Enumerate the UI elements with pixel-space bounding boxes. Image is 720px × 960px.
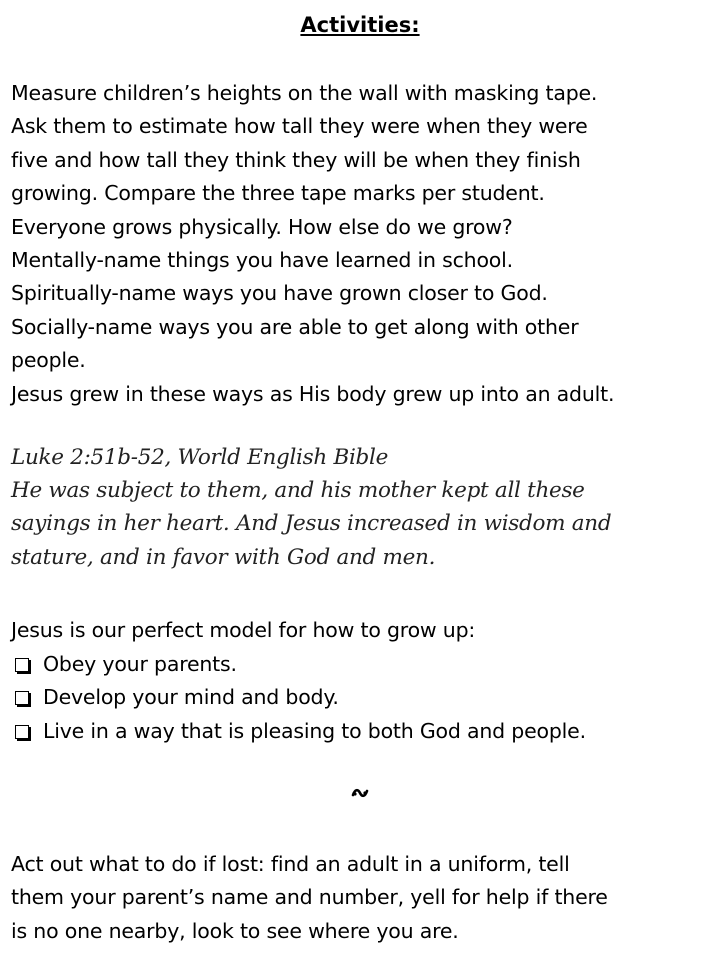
lost-line: Act out what to do if lost: find an adult in a uniform, tell <box>11 852 570 876</box>
scripture-reference: Luke 2:51b-52, World English Bible <box>11 445 388 470</box>
lost-line: them your parent’s name and number, yell for help if there <box>11 885 608 910</box>
activities-line: people. <box>11 348 86 373</box>
model-intro: Jesus is our perfect model for how to grow up: <box>11 618 476 642</box>
activities-line: Jesus grew in these ways as His body grew up into an adult. <box>11 381 615 406</box>
page-title: Activities: <box>300 13 420 37</box>
checklist-item-label: Live in a way that is pleasing to both God and people. <box>43 718 586 743</box>
activities-line: Everyone grows physically. How else do we grow? <box>11 214 513 239</box>
scripture-line: He was subject to them, and his mother kept all these <box>11 478 585 504</box>
checkbox-icon <box>15 691 29 705</box>
activities-line: Spiritually-name ways you have grown closer to God. <box>11 281 548 306</box>
checklist-item <box>11 648 711 681</box>
lost-line: is no one nearby, look to see where you are. <box>11 918 459 943</box>
activities-line: Ask them to estimate how tall they were when they were <box>11 114 588 139</box>
ornament-icon <box>351 786 369 800</box>
activities-line: five and how tall they think they will be when they finish <box>11 147 581 172</box>
checklist <box>11 648 711 748</box>
checklist-item-label: Obey your parents. <box>43 652 237 676</box>
checklist-item <box>11 715 711 748</box>
scripture-line: sayings in her heart. And Jesus increased in wisdom and <box>11 511 612 537</box>
lost-activity-paragraph <box>11 848 711 948</box>
checklist-item-label: Develop your mind and body. <box>43 685 339 710</box>
section-divider <box>0 786 720 805</box>
scripture-passage <box>11 441 711 574</box>
checklist-item <box>11 681 711 714</box>
scripture-line: stature, and in favor with God and men. <box>11 544 436 570</box>
activities-line: Mentally-name things you have learned in school. <box>11 248 513 273</box>
activities-paragraph <box>11 77 711 411</box>
activities-line: Measure children’s heights on the wall with masking tape. <box>11 81 598 105</box>
activities-line: Socially-name ways you are able to get along with other <box>11 314 579 339</box>
activities-line: growing. Compare the three tape marks per student. <box>11 181 545 206</box>
checkbox-icon <box>15 725 29 739</box>
checkbox-icon <box>15 658 29 672</box>
